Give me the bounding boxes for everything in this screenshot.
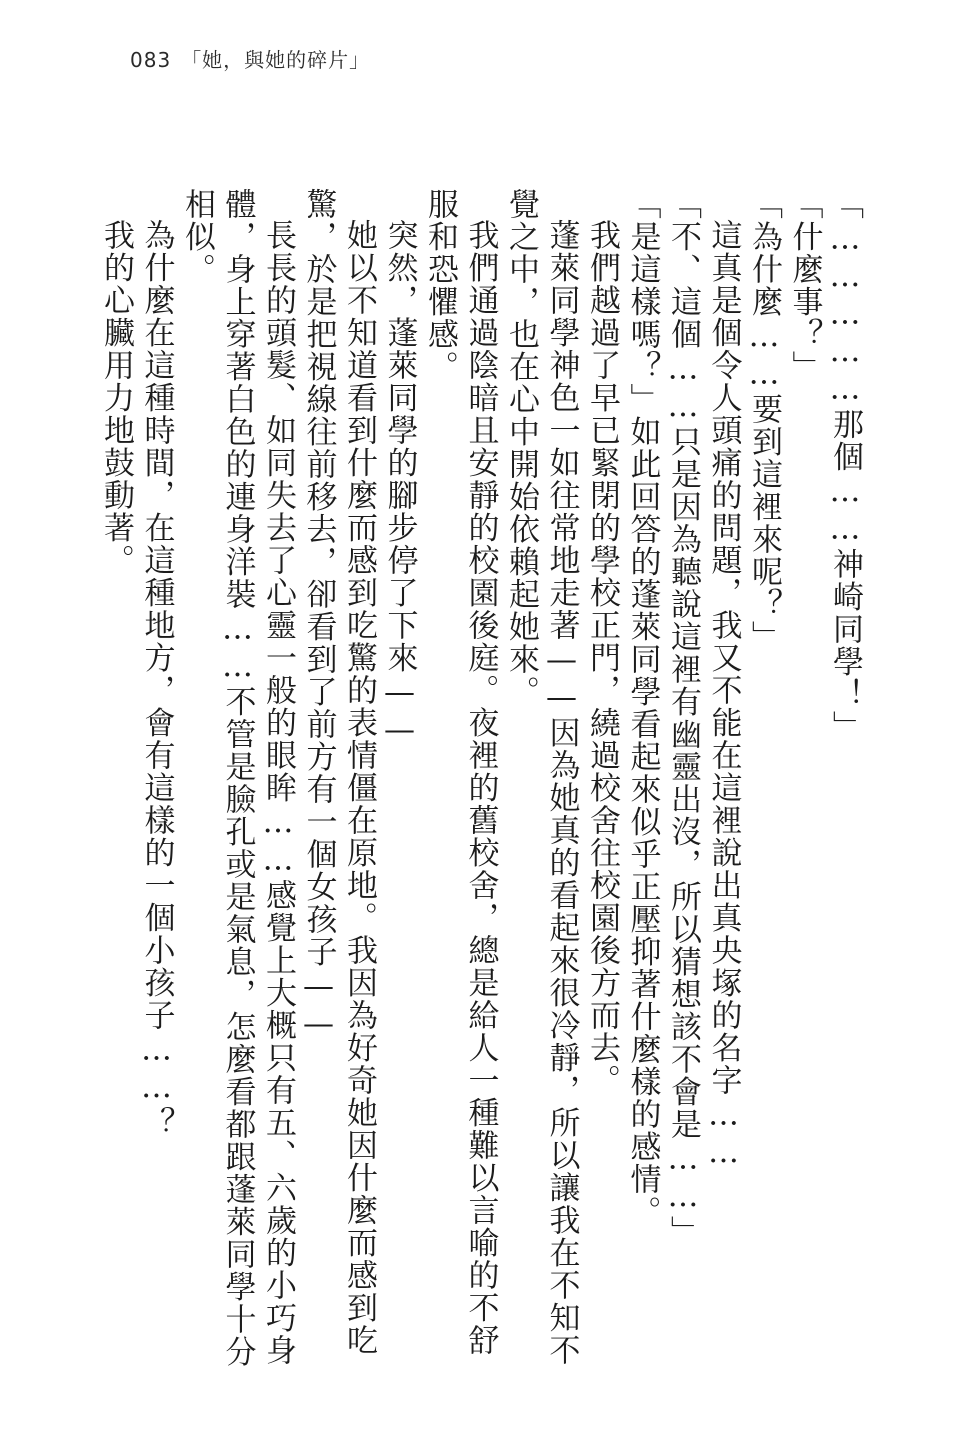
paragraph: 突然，蓬萊同學的腳步停了下來—— [381, 219, 418, 749]
page-number: 083 [130, 48, 172, 72]
paragraph: 長長的頭髮、如同失去了心靈一般的眼眸……感覺上大概只有五、六歲的小巧身體，身上穿著白色的連身洋裝……不管是臉孔或是氣息，怎麼看都跟蓬萊同學十分相似。 [179, 188, 296, 1368]
paragraph: 這真是個令人頭痛的問題，我又不能在這裡說出真央塚的名字…… [705, 219, 742, 1172]
paragraph: 為什麼在這種時間，在這種地方，會有這樣的一個小孩子……？ [138, 219, 175, 1139]
paragraph: 「為什麼……要到這裡來呢？」 [746, 188, 782, 653]
paragraph: 我們越過了早已緊閉的學校正門，繞過校舍往校園後方而去。 [584, 219, 620, 1097]
paragraph: 我的心臟用力地鼓動著。 [98, 219, 134, 577]
paragraph: 「不、這個……只是因為聽說這裡有幽靈出沒，所以猜想該不會是……」 [665, 188, 701, 1248]
chapter-title: 「她，與她的碎片」 [181, 48, 371, 72]
paragraph: 我們通過陰暗且安靜的校園後庭。夜裡的舊校舍，總是給人一種難以言喻的不舒服和恐懼感。 [422, 188, 499, 1357]
paragraph: 「……………那個……神崎同學！」 [827, 188, 863, 743]
paragraph: 「什麼事？」 [786, 188, 823, 383]
paragraph: 「是這樣嗎？」如此回答的蓬萊同學看起來似乎正壓抑著什麼樣的感情。 [624, 188, 661, 1228]
vertical-body-text [96, 188, 866, 1368]
paragraph: 蓬萊同學神色一如往常地走著——因為她真的看起來很冷靜，所以讓我在不知不覺之中，也在心中開始依賴起她來。 [503, 188, 580, 1367]
paragraph: 她以不知道看到什麼而感到吃驚的表情僵在原地。我因為好奇她因什麼而感到吃驚，於是把視線往前移去，卻看到了前方有一個女孩子—— [300, 188, 377, 1357]
running-header [130, 44, 370, 73]
